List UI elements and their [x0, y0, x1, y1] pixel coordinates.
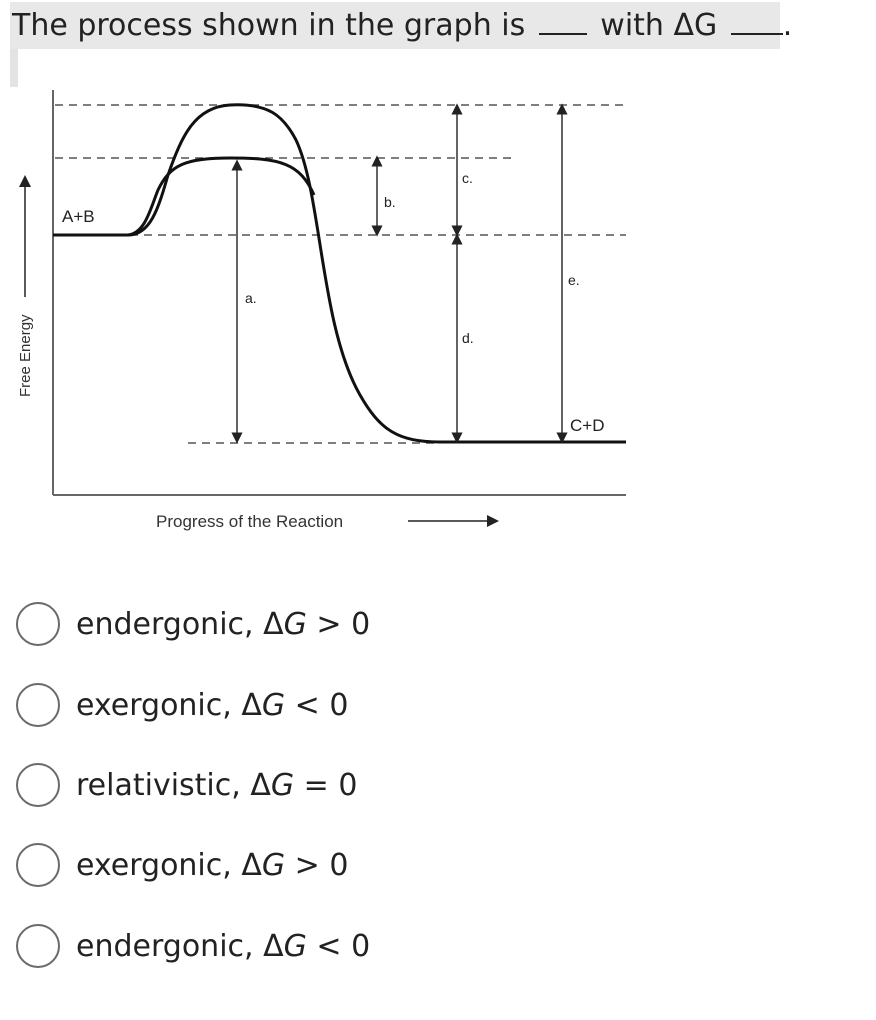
- label-e: e.: [568, 272, 580, 288]
- option-exergonic-positive[interactable]: [16, 839, 436, 891]
- label-c: c.: [462, 170, 473, 186]
- reference-dashes: [55, 105, 626, 443]
- option-relativistic-zero[interactable]: [16, 759, 436, 811]
- radio-button[interactable]: [16, 843, 60, 887]
- radio-button[interactable]: [16, 924, 60, 968]
- option-endergonic-positive[interactable]: [16, 598, 436, 650]
- answer-blank-1: [539, 7, 587, 35]
- reactants-label: A+B: [62, 207, 95, 226]
- radio-button[interactable]: [16, 602, 60, 646]
- x-axis-label: Progress of the Reaction: [156, 512, 344, 531]
- option-label: relativistic, ΔG = 0: [76, 767, 358, 803]
- option-exergonic-negative[interactable]: [16, 679, 436, 731]
- free-energy-diagram: [0, 85, 640, 545]
- uncatalyzed-curve: [53, 105, 626, 442]
- option-endergonic-negative[interactable]: [16, 920, 436, 972]
- question-suffix: .: [782, 8, 793, 43]
- label-d: d.: [462, 330, 474, 346]
- answer-blank-2: [731, 7, 783, 35]
- option-label: endergonic, ΔG < 0: [76, 928, 371, 964]
- question-prompt: [12, 6, 792, 46]
- y-axis-label: Free Energy: [17, 314, 34, 397]
- option-label: exergonic, ΔG > 0: [76, 847, 349, 883]
- radio-button[interactable]: [16, 683, 60, 727]
- option-label: exergonic, ΔG < 0: [76, 687, 349, 723]
- catalyzed-curve: [128, 158, 314, 235]
- question-middle: with ΔG: [590, 8, 727, 43]
- radio-button[interactable]: [16, 763, 60, 807]
- option-label: endergonic, ΔG > 0: [76, 606, 371, 642]
- label-a: a.: [245, 290, 257, 306]
- question-prefix: The process shown in the graph is: [12, 8, 535, 43]
- products-label: C+D: [570, 416, 605, 435]
- label-b: b.: [384, 194, 396, 210]
- question-bar-stub: [10, 49, 18, 87]
